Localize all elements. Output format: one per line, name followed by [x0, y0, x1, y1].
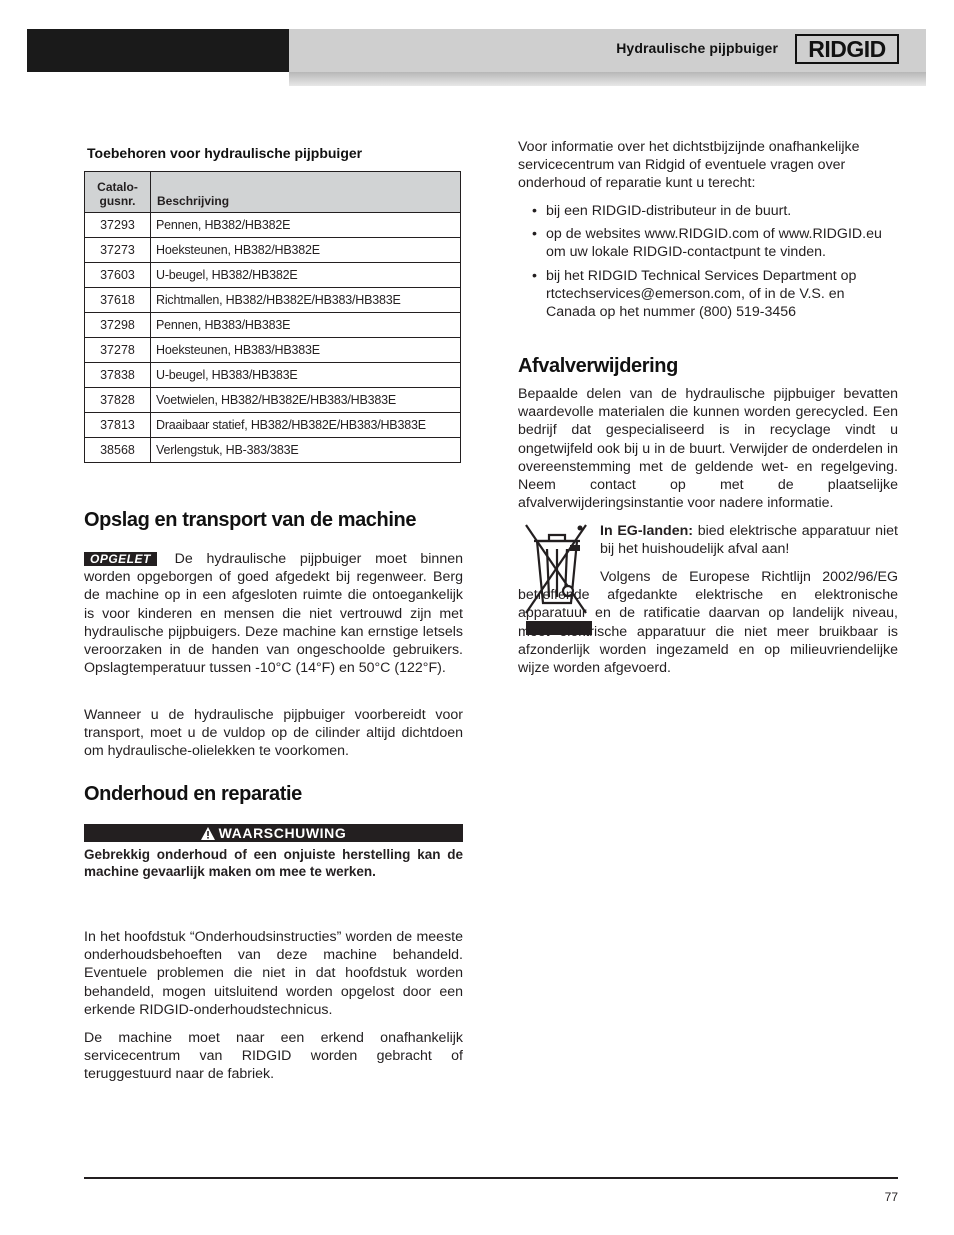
header-black-bar — [27, 29, 289, 72]
warning-text: Gebrekkig onderhoud of een onjuiste herstelling kan de machine gevaarlijk maken om mee te werken. — [84, 847, 463, 879]
table-row — [85, 363, 461, 388]
page-number: 77 — [884, 1190, 898, 1204]
description: U-beugel, HB382/HB382E — [151, 263, 461, 288]
col-header-catalog: Catalo- gusnr. — [85, 172, 151, 213]
catalog-number: 37813 — [85, 413, 151, 438]
maintenance-paragraph-2: De machine moet naar een erkend onafhankelijk servicecentrum van RIDGID worden gebracht of teruggestuurd naar de fabriek. — [84, 1030, 463, 1083]
table-row — [85, 213, 461, 238]
table-row — [85, 388, 461, 413]
description: Pennen, HB382/HB382E — [151, 213, 461, 238]
description: Hoeksteunen, HB382/HB382E — [151, 238, 461, 263]
caution-badge: OPGELET — [84, 552, 157, 566]
description: Verlengstuk, HB-383/383E — [151, 438, 461, 463]
catalog-number: 37293 — [85, 213, 151, 238]
table-row — [85, 263, 461, 288]
description: U-beugel, HB383/HB383E — [151, 363, 461, 388]
table-row — [85, 338, 461, 363]
catalog-number: 37298 — [85, 313, 151, 338]
storage-paragraph-1: OPGELET De hydraulische pijpbuiger moet binnen worden opgeborgen of goed afgedekt bij regenweer. Berg de machine op in een afgesloten ruimte die ontoegankelijk is voor kinderen en mensen die niet vertrouwd zijn met hydraulische pijpbuigers. Deze machine kan ernstige letsels veroorzaken in de handen van ongeschoolde gebruikers. Opslagtemperatuur tussen -10°C (14°F) en 50°C (122°F). — [84, 551, 463, 677]
catalog-number: 37603 — [85, 263, 151, 288]
header-shadow — [289, 72, 926, 86]
ridgid-logo — [795, 34, 899, 64]
table-row — [85, 413, 461, 438]
accessories-table — [84, 171, 461, 463]
catalog-number: 38568 — [85, 438, 151, 463]
table-row — [85, 288, 461, 313]
description: Richtmallen, HB382/HB382E/HB383/HB383E — [151, 288, 461, 313]
service-intro: Voor informatie over het dichtstbijzijnde onafhankelijke servicecentrum van Ridgid of eventuele vragen over onderhoud of reparatie kunt u terecht: — [518, 139, 860, 192]
description: Pennen, HB383/HB383E — [151, 313, 461, 338]
service-bullet: • op de websites www.RIDGID.com of www.RIDGID.eu om uw lokale RIDGID-contactpunt te vinden. — [518, 225, 898, 261]
storage-paragraph-2: Wanneer u de hydraulische pijpbuiger voorbereidt voor transport, moet u de vuldop op de cilinder altijd dichtdoen om hydraulische-olielekken te voorkomen. — [84, 707, 463, 760]
disposal-paragraph-1: Bepaalde delen van de hydraulische pijpbuiger bevatten waardevolle materialen die kunnen worden gerecycled. Een bedrijf dat gespecialiseerd is in recyclage vindt u ongetwijfeld ook bij u in de buurt. Verwijder de onderdelen in overeenstemming met de geldende wet- en regelgeving. Neem contact op met de plaatselijke afvalverwijderingsinstantie voor nadere informatie. — [518, 386, 898, 512]
table-row — [85, 313, 461, 338]
disposal-paragraph-2: Volgens de Europese Richtlijn 2002/96/EG betreffende afgedankte elektrische en elektronische apparatuur en de ratificatie daarvan op landelijk niveau, moet elektrische apparatuur die niet meer bruikbaar is afzonderlijk worden ingezameld en op milieuvriendelijke wijze worden afgevoerd. — [518, 569, 898, 677]
service-bullet: • bij het RIDGID Technical Services Department op rtctechservices@emerson.com, of in de V.S. en Canada op het nummer (800) 519-3456 — [518, 267, 898, 322]
col-header-description: Beschrijving — [151, 172, 461, 213]
maintenance-heading: Onderhoud en reparatie — [84, 783, 302, 805]
service-bullet-list — [518, 202, 898, 326]
description: Voetwielen, HB382/HB382E/HB383/HB383E — [151, 388, 461, 413]
accessories-caption: Toebehoren voor hydraulische pijpbuiger — [87, 145, 363, 161]
warning-triangle-icon — [201, 827, 215, 840]
table-row — [85, 438, 461, 463]
table-row — [85, 238, 461, 263]
header-title: Hydraulische pijpbuiger — [616, 40, 778, 56]
catalog-number: 37838 — [85, 363, 151, 388]
service-bullet: • bij een RIDGID-distributeur in de buurt. — [518, 202, 898, 220]
catalog-number: 37618 — [85, 288, 151, 313]
maintenance-paragraph-1: In het hoofdstuk “Onderhoudsinstructies” worden de meeste onderhoudsbehoeften van deze machine behandeld. Eventuele problemen die niet in dat hoofdstuk worden behandeld, mogen uitsluitend worden opgelost door een erkende RIDGID-onderhoudstechnicus. — [84, 929, 463, 1018]
catalog-number: 37273 — [85, 238, 151, 263]
catalog-number: 37828 — [85, 388, 151, 413]
description: Draaibaar statief, HB382/HB382E/HB383/HB383E — [151, 413, 461, 438]
ridgid-logo-text: RIDGID — [808, 36, 886, 62]
footer-rule — [84, 1177, 898, 1179]
eu-notice: In EG-landen: bied elektrische apparatuur niet bij het huishoudelijk afval aan! — [600, 523, 898, 558]
storage-heading: Opslag en transport van de machine — [84, 509, 417, 531]
catalog-number: 37278 — [85, 338, 151, 363]
disposal-heading: Afvalverwijdering — [518, 355, 678, 377]
warning-banner: WAARSCHUWING — [84, 824, 463, 842]
eu-label: In EG-landen: — [600, 523, 693, 539]
description: Hoeksteunen, HB383/HB383E — [151, 338, 461, 363]
